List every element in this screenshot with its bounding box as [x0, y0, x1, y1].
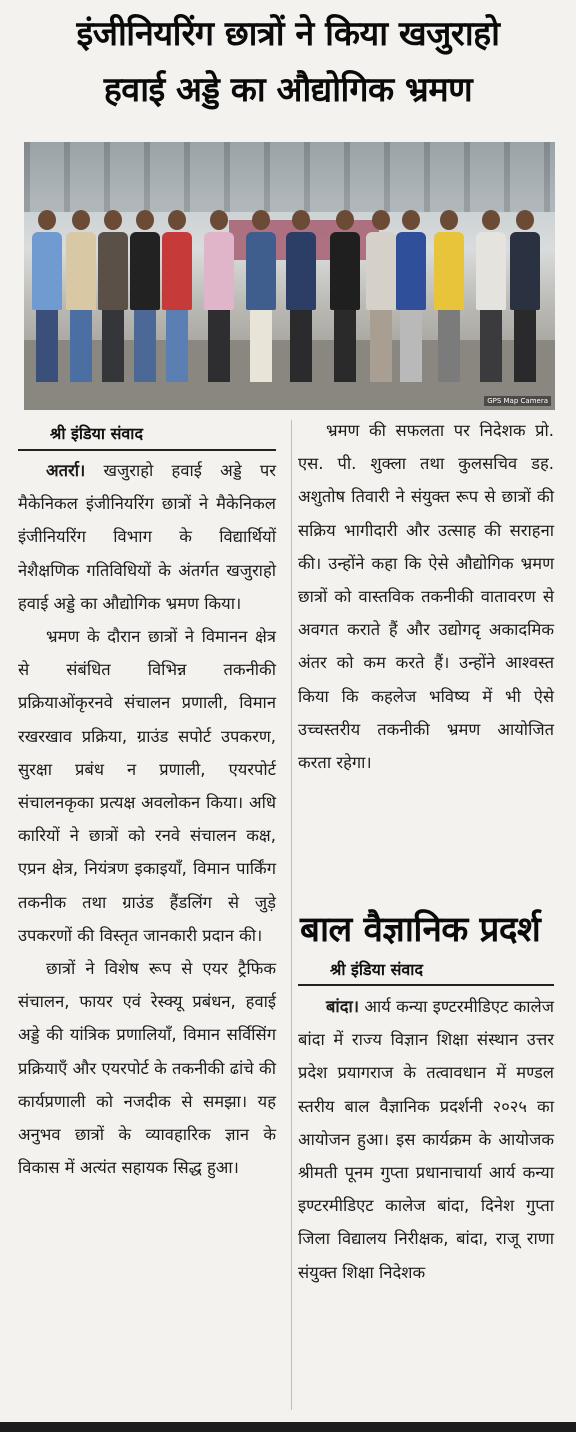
page-bottom-edge	[0, 1422, 576, 1432]
person	[66, 210, 96, 382]
photo-watermark: GPS Map Camera	[484, 396, 551, 406]
person	[32, 210, 62, 382]
article-paragraph: आर्य कन्या इण्टरमीडिएट कालेज बांदा में राज्य विज्ञान शिक्षा संस्थान उत्तर प्रदेश प्रयागराज के तत्वावधान में मण्डल स्तरीय बाल वैज्ञानिक प्रदर्शनी २०२५ का आयोजन हुआ। इस कार्यक्रम के आयोजक श्रीमती पूनम गुप्ता प्रधानाचार्या आर्य कन्या इण्टरमीडिएट कालेज बांदा, दिनेश गुप्ता जिला विद्यालय निरीक्षक, बांदा, राजू राणा संयुक्त शिक्षा निदेशक	[298, 997, 554, 1282]
article-2-column	[298, 990, 554, 1289]
person	[130, 210, 160, 382]
byline-article-2: श्री इंडिया संवाद	[330, 960, 423, 979]
byline-rule	[298, 984, 554, 986]
person	[476, 210, 506, 382]
group-photo	[24, 142, 555, 410]
person	[286, 210, 316, 382]
article-paragraph: खजुराहो हवाई अड्डे पर मैकेनिकल इंजीनियरिंग छात्रों ने मैकेनिकल इंजीनियरिंग विभाग के विद्यार्थियों नेशैक्षणिक गतिविधियों के अंतर्गत खजुराहो हवाई अड्डे का औद्योगिक भ्रमण किया।	[18, 461, 276, 613]
headline-line-1: इंजीनियरिंग छात्रों ने किया खजुराहो	[76, 14, 500, 54]
article-paragraph: छात्रों ने विशेष रूप से एयर ट्रैफिक संचालन, फायर एवं रेस्क्यू प्रबंधन, हवाई अड्डे की यांत्रिक प्रणालियाँ, विमान सर्विसिंग प्रक्रियाएँ और एयरपोर्ट के तकनीकी ढांचे की कार्यप्रणाली को नजदीक से समझा। यह अनुभव छात्रों के व्यावहारिक ज्ञान के विकास में अत्यंत सहायक सिद्ध हुआ।	[18, 959, 276, 1178]
person	[204, 210, 234, 382]
person	[396, 210, 426, 382]
person	[434, 210, 464, 382]
person	[366, 210, 396, 382]
airport-roof	[24, 142, 555, 212]
dateline: अतर्रा।	[46, 461, 86, 480]
byline-article-1: श्री इंडिया संवाद	[50, 424, 143, 443]
column-divider	[291, 420, 292, 1410]
byline-rule	[18, 449, 276, 451]
person	[330, 210, 360, 382]
headline-line-2: हवाई अड्डे का औद्योगिक भ्रमण	[103, 70, 473, 110]
main-headline	[18, 6, 558, 118]
person	[246, 210, 276, 382]
article-1-right-column	[298, 414, 554, 779]
article-1-left-column	[18, 454, 276, 1184]
person	[98, 210, 128, 382]
person	[510, 210, 540, 382]
article-2-headline: बाल वैज्ञानिक प्रदर्श	[300, 910, 541, 950]
person	[162, 210, 192, 382]
article-paragraph: भ्रमण के दौरान छात्रों ने विमानन क्षेत्र से संबंधित विभिन्न तकनीकी प्रक्रियाओंकृरनवे संचालन प्रणाली, विमान रखरखाव प्रक्रिया, ग्राउंड सपोर्ट उपकरण, सुरक्षा प्रबंध न प्रणाली, एयरपोर्ट संचालनकृका प्रत्यक्ष अवलोकन किया। अधि कारियों ने छात्रों को रनवे संचालन कक्ष, एप्रन क्षेत्र, नियंत्रण इकाइयाँ, विमान पार्किंग तकनीक तथा ग्राउंड हैंडलिंग से जुड़े उपकरणों की विस्तृत जानकारी प्रदान की।	[18, 627, 276, 945]
dateline: बांदा।	[326, 997, 359, 1016]
article-paragraph: भ्रमण की सफलता पर निदेशक प्रो. एस. पी. शुक्ला तथा कुलसचिव डह. अशुतोष तिवारी ने संयुक्त रूप से छात्रों की सक्रिय भागीदारी और उत्साह की सराहना की। उन्होंने कहा कि ऐसे औद्योगिक भ्रमण छात्रों को वास्तविक तकनीकी वातावरण से अवगत कराते हैं और उद्योगदृ अकादमिक अंतर को कम करते हैं। उन्होंने आश्वस्त किया कि कहलेज भविष्य में भी ऐसे उच्चस्तरीय तकनीकी भ्रमण आयोजित करता रहेगा।	[298, 421, 554, 773]
